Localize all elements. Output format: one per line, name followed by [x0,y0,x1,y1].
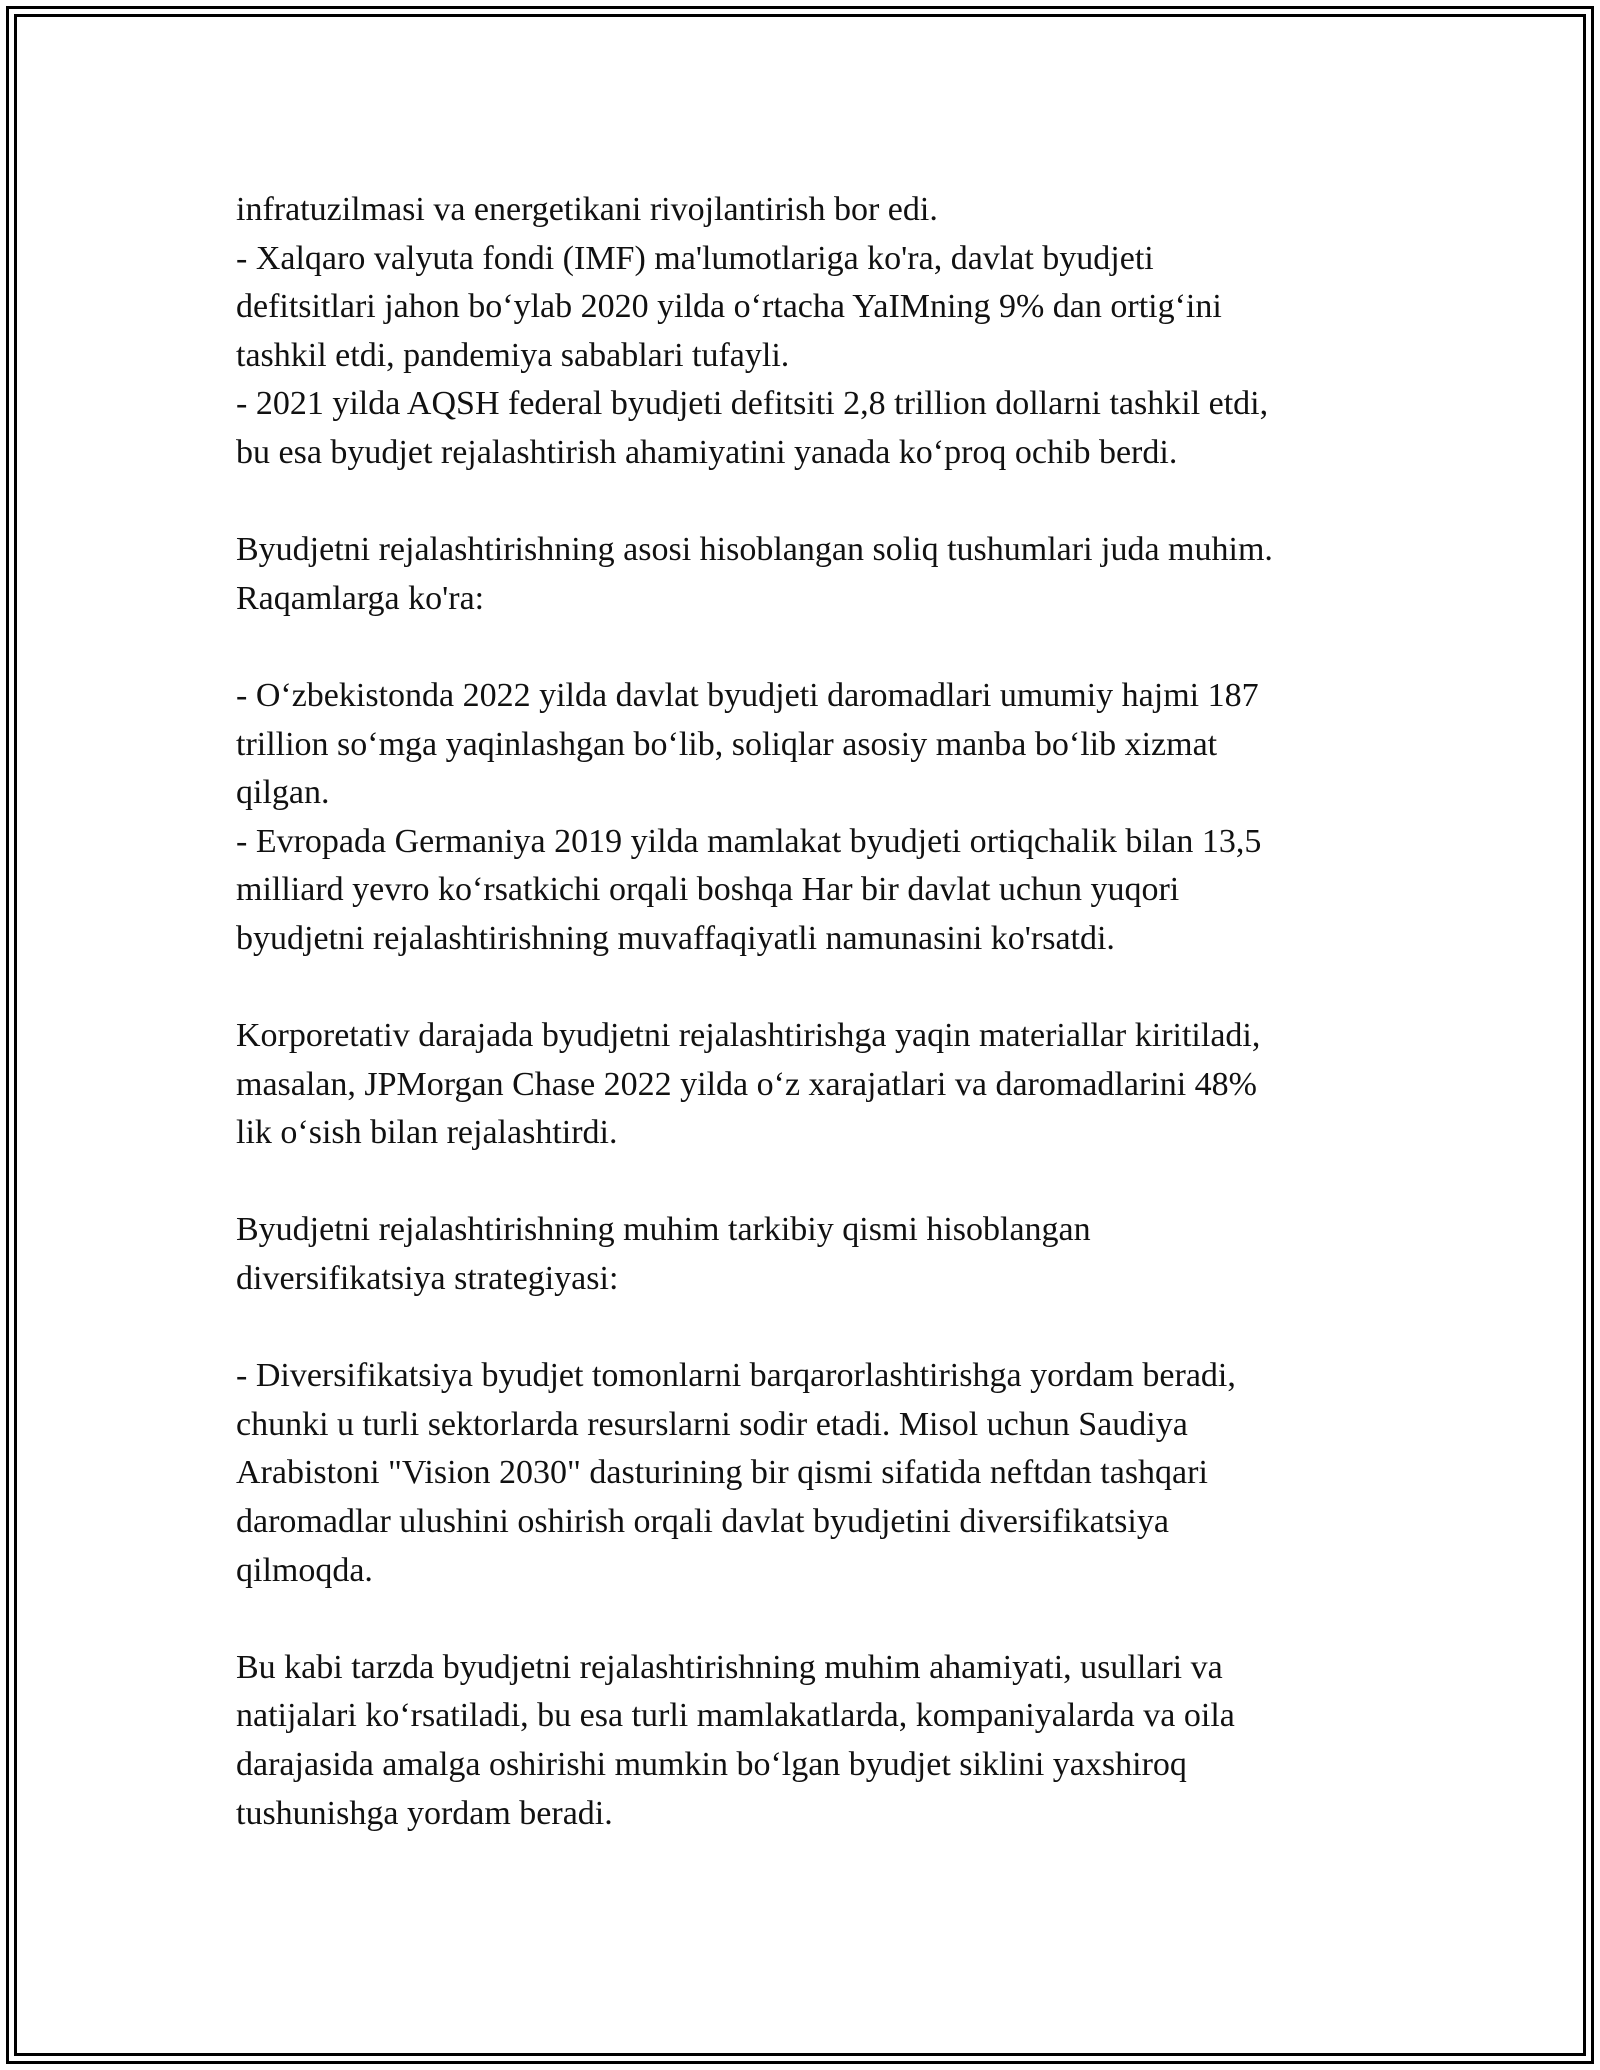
text-line: byudjetni rejalashtirishning muvaffaqiyatli namunasini ko'rsatdi. [236,919,1115,957]
text-line: defitsitlari jahon bo‘ylab 2020 yilda o‘rtacha YaIMning 9% dan ortig‘ini [236,288,1222,326]
text-line: - Diversifikatsiya byudjet tomonlarni barqarorlashtirishga yordam beradi, [236,1357,1236,1395]
text-line: - Xalqaro valyuta fondi (IMF) ma'lumotlariga ko'ra, davlat byudjeti [236,239,1154,277]
text-line: bu esa byudjet rejalashtirish ahamiyatini yanada ko‘proq ochib berdi. [236,433,1178,471]
text-line: - Evropada Germaniya 2019 yilda mamlakat byudjeti ortiqchalik bilan 13,5 [236,822,1262,860]
text-line: milliard yevro ko‘rsatkichi orqali boshqa Har bir davlat uchun yuqori [236,871,1180,909]
text-line: Bu kabi tarzda byudjetni rejalashtirishning muhim ahamiyati, usullari va [236,1648,1223,1686]
blank-line [236,1304,1366,1353]
text-line: chunki u turli sektorlarda resurslarni sodir etadi. Misol uchun Saudiya [236,1405,1188,1443]
text-line: trillion so‘mga yaqinlashgan bo‘lib, soliqlar asosiy manba bo‘lib xizmat [236,725,1218,763]
blank-line [236,1158,1366,1207]
text-line: natijalari ko‘rsatiladi, bu esa turli mamlakatlarda, kompaniyalarda va oila [236,1697,1235,1735]
text-line: daromadlar ulushini oshirish orqali davlat byudjetini diversifikatsiya [236,1503,1169,1541]
text-line: - O‘zbekistonda 2022 yilda davlat byudjeti daromadlari umumiy hajmi 187 [236,676,1259,714]
text-line: tashkil etdi, pandemiya sabablari tufayli. [236,336,790,374]
text-line: Byudjetni rejalashtirishning muhim tarkibiy qismi hisoblangan [236,1211,1091,1249]
text-line: Korporetativ darajada byudjetni rejalashtirishga yaqin materiallar kiritiladi, [236,1017,1261,1055]
text-line: Raqamlarga ko'ra: [236,579,485,617]
text-line: masalan, JPMorgan Chase 2022 yilda o‘z xarajatlari va daromadlarini 48% [236,1065,1257,1103]
text-line: diversifikatsiya strategiyasi: [236,1260,619,1298]
text-line: Arabistoni "Vision 2030" dasturining bir qismi sifatida neftdan tashqari [236,1454,1208,1492]
blank-line [236,1595,1366,1644]
blank-line [236,478,1366,527]
text-line: tushunishga yordam beradi. [236,1794,613,1832]
blank-line [236,623,1366,672]
text-line: infratuzilmasi va energetikani rivojlantirish bor edi. [236,191,938,228]
text-line: lik o‘sish bilan rejalashtirdi. [236,1114,618,1152]
text-line: darajasida amalga oshirishi mumkin bo‘lgan byudjet siklini yaxshiroq [236,1746,1187,1783]
document-body [236,186,1366,1838]
text-line: - 2021 yilda AQSH federal byudjeti defitsiti 2,8 trillion dollarni tashkil etdi, [236,385,1269,423]
text-line: Byudjetni rejalashtirishning asosi hisoblangan soliq tushumlari juda muhim. [236,531,1273,569]
text-line: qilmoqda. [236,1551,373,1589]
blank-line [236,964,1366,1013]
text-line: qilgan. [236,774,330,812]
